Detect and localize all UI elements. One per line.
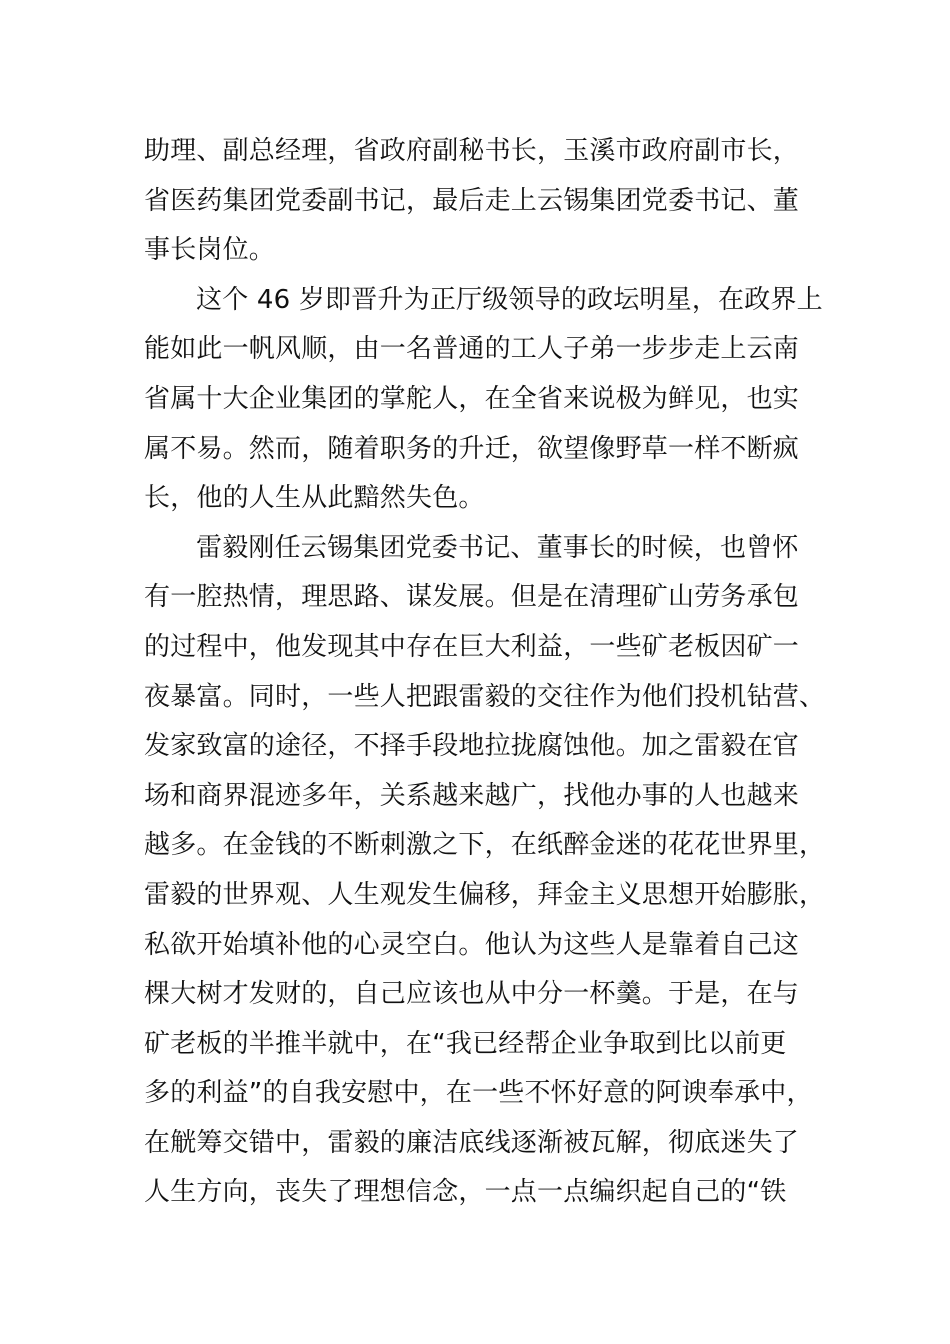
text-line: 私欲开始填补他的心灵空白。他认为这些人是靠着自己这 [144, 929, 800, 960]
text-line: 能如此一帆风顺，由一名普通的工人子弟一步步走上云南 [144, 334, 800, 365]
text-line: 事长岗位。 [144, 235, 276, 266]
text-line: 省属十大企业集团的掌舵人，在全省来说极为鲜见，也实 [144, 383, 800, 414]
text-line: 棵大树才发财的，自己应该也从中分一杯羹。于是，在与 [144, 979, 800, 1010]
text-line: 矿老板的半推半就中，在“我已经帮企业争取到比以前更 [144, 1028, 787, 1059]
text-line: 夜暴富。同时，一些人把跟雷毅的交往作为他们投机钻营、 [144, 681, 826, 712]
paragraph-first-line: 这个 46 岁即晋升为正厅级领导的政坛明星，在政界上 [196, 284, 823, 315]
text-line: 人生方向，丧失了理想信念，一点一点编织起自己的“铁 [144, 1177, 787, 1208]
paragraph-first-line: 雷毅刚任云锡集团党委书记、董事长的时候，也曾怀 [196, 532, 799, 563]
text-line: 有一腔热情，理思路、谋发展。但是在清理矿山劳务承包 [144, 582, 800, 613]
text-line: 多的利益”的自我安慰中，在一些不怀好意的阿谀奉承中， [144, 1078, 813, 1109]
text-line: 的过程中，他发现其中存在巨大利益，一些矿老板因矿一 [144, 631, 800, 662]
text-line: 助理、副总经理，省政府副秘书长，玉溪市政府副市长， [144, 136, 800, 166]
text-line: 在觥筹交错中，雷毅的廉洁底线逐渐被瓦解，彻底迷失了 [144, 1127, 800, 1158]
text-line: 场和商界混迹多年，关系越来越广，找他办事的人也越来 [144, 780, 800, 811]
text-line: 长，他的人生从此黯然失色。 [144, 483, 485, 514]
text-line: 属不易。然而，随着职务的升迁，欲望像野草一样不断疯 [144, 433, 800, 464]
text-line: 省医药集团党委副书记，最后走上云锡集团党委书记、董 [144, 185, 800, 216]
document-body [144, 127, 826, 1218]
text-line: 越多。在金钱的不断刺激之下，在纸醉金迷的花花世界里， [144, 830, 826, 861]
text-line: 发家致富的途径，不择手段地拉拢腐蚀他。加之雷毅在官 [144, 731, 800, 762]
text-line: 雷毅的世界观、人生观发生偏移，拜金主义思想开始膨胀， [144, 879, 826, 910]
